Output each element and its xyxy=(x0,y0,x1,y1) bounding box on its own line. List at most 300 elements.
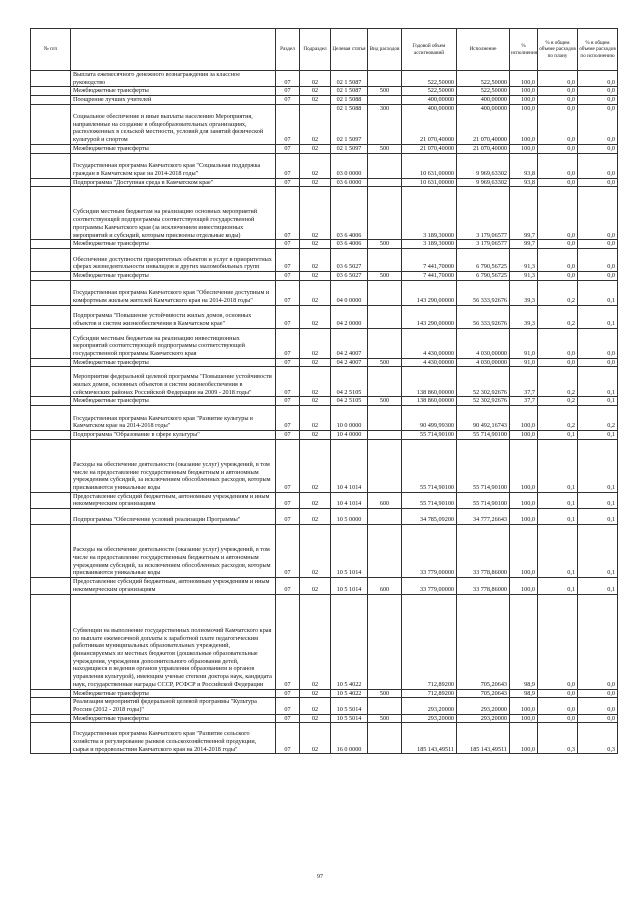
row-name: Реализация мероприятий федеральной целевой программы "Культура России (2012 - 2018 годы)" xyxy=(71,698,276,714)
row-section: 07 xyxy=(276,71,300,87)
row-execution-percent: 91,0 xyxy=(510,358,538,367)
row-execution: 4 030,00000 xyxy=(457,358,510,367)
row-execution-percent: 100,0 xyxy=(510,71,538,87)
row-subsection: 02 xyxy=(300,305,331,328)
row-execution: 52 302,92676 xyxy=(457,367,510,397)
row-share-execution: 0,1 xyxy=(578,397,618,406)
row-name: Предоставление субсидий бюджетным, автономным учреждениям и иным некоммерческим организациям xyxy=(71,578,276,594)
header-execution: Исполнение xyxy=(457,29,510,71)
row-share-plan: 0,0 xyxy=(538,714,578,723)
header-subsection: Подраздел xyxy=(300,29,331,71)
row-number xyxy=(31,271,71,280)
row-target-article: 03 0 0000 xyxy=(331,153,368,178)
row-share-execution: 0,0 xyxy=(578,144,618,153)
row-execution-percent: 100,0 xyxy=(510,698,538,714)
row-expense-type xyxy=(368,439,402,492)
row-upper-value: 0,0 xyxy=(607,104,615,112)
row-target-article: 10 5 1014 xyxy=(331,525,368,578)
row-subsection: 02 xyxy=(300,96,331,105)
row-name: Выплата ежемесячного денежного вознаграждения за классное руководство xyxy=(71,71,276,87)
row-execution: 185 143,49511 xyxy=(457,723,510,754)
table-row xyxy=(31,153,618,178)
row-annual-volume: 185 143,49511 xyxy=(402,723,457,754)
row-upper-value: 0,0 xyxy=(567,104,575,112)
row-subsection: 02 xyxy=(300,578,331,594)
row-name: Государственная программа Камчатского края "Социальная поддержка граждан в Камчатском крае на 2014-2018 годы" xyxy=(71,153,276,178)
table-row xyxy=(31,439,618,492)
row-target-article: 10 5 5014 xyxy=(331,714,368,723)
row-target-article: 03 6 0000 xyxy=(331,178,368,187)
row-annual-volume: 3 189,30000 xyxy=(402,187,457,240)
row-share-execution: 0,1 xyxy=(578,431,618,440)
row-number xyxy=(31,525,71,578)
row-share-execution: 0,1 xyxy=(578,492,618,508)
row-share-plan: 0,3 xyxy=(538,723,578,754)
row-lower-value: 21 070,40000 xyxy=(419,135,454,143)
row-annual-volume: 55 714,90100 xyxy=(402,431,457,440)
row-share-execution: 0,2 xyxy=(578,406,618,431)
row-share-plan: 0,1 xyxy=(538,431,578,440)
row-share-execution: 0,0 xyxy=(578,187,618,240)
row-execution-percent: 100,0 xyxy=(510,714,538,723)
row-name: Государственная программа Камчатского края "Развитие сельского хозяйства и регулирование рынков сельскохозяйственной продукции, сырья и продовольствия Камчатского края на 2014-2018 годы" xyxy=(71,723,276,754)
row-expense-type xyxy=(368,406,402,431)
row-section: 07 xyxy=(276,594,300,689)
row-section: 07 xyxy=(276,397,300,406)
row-execution: 400,00000 xyxy=(457,96,510,105)
row-share-execution: 0,0 xyxy=(578,689,618,698)
row-number xyxy=(31,439,71,492)
row-expense-type xyxy=(368,367,402,397)
row-subsection: 02 xyxy=(300,178,331,187)
table-row xyxy=(31,248,618,271)
row-execution-percent: 100,0 xyxy=(510,723,538,754)
row-annual-volume: 712,89200 xyxy=(402,594,457,689)
row-lower-value: 0,0 xyxy=(567,135,575,143)
row-execution: 34 777,26643 xyxy=(457,509,510,525)
table-row xyxy=(31,723,618,754)
row-share-plan: 0,0 xyxy=(538,187,578,240)
row-execution: 705,20643 xyxy=(457,689,510,698)
row-share-execution: 0,0 xyxy=(578,698,618,714)
row-share-execution: 0,0 xyxy=(578,328,618,358)
row-subsection: 02 xyxy=(300,397,331,406)
row-share-plan: 0,1 xyxy=(538,525,578,578)
row-execution: 33 778,86000 xyxy=(457,578,510,594)
row-section: 07 xyxy=(276,240,300,249)
row-execution-percent: 37,7 xyxy=(510,367,538,397)
table-row xyxy=(31,714,618,723)
row-share-execution: 0,1 xyxy=(578,280,618,305)
row-number xyxy=(31,723,71,754)
row-name: Межбюджетные трансферты xyxy=(71,271,276,280)
row-share-execution: 0,3 xyxy=(578,723,618,754)
row-expense-type xyxy=(368,71,402,87)
row-name: Поощрение лучших учителей xyxy=(71,96,276,105)
row-execution-percent: 100,0 xyxy=(510,439,538,492)
row-expense-type xyxy=(368,153,402,178)
row-expense-type xyxy=(368,248,402,271)
row-share-plan: 0,1 xyxy=(538,509,578,525)
row-share-execution: 0,0 xyxy=(578,240,618,249)
row-number xyxy=(31,698,71,714)
row-share-plan: 0,0 xyxy=(538,358,578,367)
row-execution: 705,20643 xyxy=(457,594,510,689)
row-annual-volume: 3 189,30000 xyxy=(402,240,457,249)
row-expense-type xyxy=(368,104,402,144)
table-row xyxy=(31,187,618,240)
row-expense-type: 500 xyxy=(368,240,402,249)
table-row xyxy=(31,96,618,105)
row-expense-type xyxy=(368,96,402,105)
row-number xyxy=(31,71,71,87)
row-execution-percent: 93,8 xyxy=(510,178,538,187)
row-share-execution xyxy=(578,104,618,144)
row-share-execution: 0,0 xyxy=(578,714,618,723)
row-share-plan: 0,0 xyxy=(538,689,578,698)
row-execution: 522,50000 xyxy=(457,71,510,87)
row-subsection: 02 xyxy=(300,492,331,508)
row-subsection: 02 xyxy=(300,594,331,689)
row-execution: 9 969,63302 xyxy=(457,153,510,178)
row-expense-type: 500 xyxy=(368,144,402,153)
row-execution: 21 070,40000 xyxy=(457,144,510,153)
table-header-row xyxy=(31,29,618,71)
row-execution-percent: 100,0 xyxy=(510,509,538,525)
row-execution: 33 778,86000 xyxy=(457,525,510,578)
row-subsection: 02 xyxy=(300,87,331,96)
row-execution-percent: 39,3 xyxy=(510,280,538,305)
row-execution: 56 333,92676 xyxy=(457,280,510,305)
header-execution-percent: % исполнения xyxy=(510,29,538,71)
row-number xyxy=(31,144,71,153)
row-target-article: 04 2 4007 xyxy=(331,358,368,367)
row-share-plan: 0,2 xyxy=(538,406,578,431)
row-subsection: 02 xyxy=(300,723,331,754)
row-subsection: 02 xyxy=(300,153,331,178)
row-section: 07 xyxy=(276,187,300,240)
row-share-plan: 0,2 xyxy=(538,367,578,397)
row-number xyxy=(31,305,71,328)
row-execution-percent: 99,7 xyxy=(510,240,538,249)
row-section: 07 xyxy=(276,689,300,698)
row-number xyxy=(31,406,71,431)
row-share-execution: 0,1 xyxy=(578,509,618,525)
row-execution: 3 179,06577 xyxy=(457,187,510,240)
row-annual-volume: 522,50000 xyxy=(402,71,457,87)
row-name: Субсидии местным бюджетам на реализацию инвестиционных мероприятий соответствующей подпрограммы соответствующей государственной программы Камчатского края xyxy=(71,328,276,358)
row-share-plan: 0,1 xyxy=(538,439,578,492)
row-share-execution: 0,0 xyxy=(578,248,618,271)
row-subsection: 02 xyxy=(300,144,331,153)
row-number xyxy=(31,367,71,397)
row-section: 07 xyxy=(276,439,300,492)
row-name: Межбюджетные трансферты xyxy=(71,397,276,406)
row-section: 07 xyxy=(276,305,300,328)
row-name: Подпрограмма "Обеспечение условий реализации Программы" xyxy=(71,509,276,525)
table-row xyxy=(31,240,618,249)
row-name: Расходы на обеспечение деятельности (оказание услуг) учреждений, в том числе на предоставление государственным бюджетным и автономным учреждениям субсидий, за исключением обособленных расходов, которым присваиваются уникальные коды xyxy=(71,525,276,578)
row-expense-type: 600 xyxy=(368,492,402,508)
row-target-article: 04 2 5105 xyxy=(331,397,368,406)
row-number xyxy=(31,96,71,105)
row-execution-percent: 91,3 xyxy=(510,248,538,271)
row-expense-type xyxy=(368,187,402,240)
row-share-plan: 0,0 xyxy=(538,698,578,714)
row-target-article: 02 1 5087 xyxy=(331,71,368,87)
row-share-plan: 0,2 xyxy=(538,280,578,305)
row-section: 07 xyxy=(276,178,300,187)
row-annual-volume: 293,20000 xyxy=(402,714,457,723)
row-execution: 4 030,00000 xyxy=(457,328,510,358)
row-execution-percent: 100,0 xyxy=(510,525,538,578)
row-section: 07 xyxy=(276,358,300,367)
row-subsection: 02 xyxy=(300,280,331,305)
row-name: Межбюджетные трансферты xyxy=(71,144,276,153)
row-execution: 9 969,63302 xyxy=(457,178,510,187)
row-execution: 6 790,56725 xyxy=(457,248,510,271)
row-expense-type xyxy=(368,698,402,714)
row-section: 07 xyxy=(276,104,300,144)
row-subsection: 02 xyxy=(300,689,331,698)
row-target-article: 02 1 5088 xyxy=(331,96,368,105)
row-section: 07 xyxy=(276,144,300,153)
row-target-article: 10 4 1014 xyxy=(331,439,368,492)
row-execution-percent: 91,3 xyxy=(510,271,538,280)
row-share-execution: 0,0 xyxy=(578,87,618,96)
row-subsection: 02 xyxy=(300,187,331,240)
row-expense-type: 500 xyxy=(368,271,402,280)
row-share-plan: 0,0 xyxy=(538,328,578,358)
row-expense-type: 500 xyxy=(368,358,402,367)
table-row xyxy=(31,178,618,187)
row-expense-type xyxy=(368,431,402,440)
row-target-article: 03 6 5027 xyxy=(331,271,368,280)
row-execution: 293,20000 xyxy=(457,714,510,723)
row-lower-value: 02 1 5097 xyxy=(336,135,362,143)
row-number xyxy=(31,594,71,689)
row-annual-volume: 34 785,09200 xyxy=(402,509,457,525)
row-number xyxy=(31,280,71,305)
row-annual-volume: 4 430,00000 xyxy=(402,328,457,358)
row-name: Подпрограмма "Доступная среда в Камчатском крае" xyxy=(71,178,276,187)
row-share-plan: 0,0 xyxy=(538,248,578,271)
table-row xyxy=(31,578,618,594)
row-execution: 52 302,92676 xyxy=(457,397,510,406)
row-share-plan: 0,1 xyxy=(538,492,578,508)
table-row xyxy=(31,280,618,305)
row-subsection: 02 xyxy=(300,367,331,397)
row-share-execution: 0,0 xyxy=(578,594,618,689)
row-target-article: 03 6 5027 xyxy=(331,248,368,271)
row-share-plan: 0,0 xyxy=(538,87,578,96)
row-target-article: 04 2 0000 xyxy=(331,305,368,328)
row-expense-type: 600 xyxy=(368,578,402,594)
row-target-article: 02 1 5097 xyxy=(331,144,368,153)
row-section: 07 xyxy=(276,525,300,578)
row-name: Обеспечение доступности приоритетных объектов и услуг в приоритетных сферах жизнедеятельности инвалидов и других маломобильных групп xyxy=(71,248,276,271)
row-section: 07 xyxy=(276,280,300,305)
row-name: Межбюджетные трансферты xyxy=(71,689,276,698)
row-execution: 6 790,56725 xyxy=(457,271,510,280)
row-number xyxy=(31,492,71,508)
table-row xyxy=(31,271,618,280)
row-share-execution: 0,0 xyxy=(578,96,618,105)
row-name: Государственная программа Камчатского края "Развитие культуры в Камчатском крае на 2014-2018 годы" xyxy=(71,406,276,431)
row-target-article: 04 2 4007 xyxy=(331,328,368,358)
row-subsection: 02 xyxy=(300,71,331,87)
row-number xyxy=(31,358,71,367)
row-execution: 55 714,90100 xyxy=(457,439,510,492)
page-number: 97 xyxy=(317,874,323,880)
row-target-article: 04 2 5105 xyxy=(331,367,368,397)
row-name: Государственная программа Камчатского края "Обеспечение доступным и комфортным жильем жителей Камчатского края на 2014-2018 годы" xyxy=(71,280,276,305)
row-annual-volume: 55 714,90100 xyxy=(402,439,457,492)
row-share-execution: 0,1 xyxy=(578,305,618,328)
row-execution: 90 492,16743 xyxy=(457,406,510,431)
row-annual-volume: 7 441,70000 xyxy=(402,271,457,280)
row-annual-volume: 138 860,00000 xyxy=(402,367,457,397)
row-expense-type: 500 xyxy=(368,87,402,96)
row-subsection: 02 xyxy=(300,328,331,358)
row-execution-percent: 93,8 xyxy=(510,153,538,178)
table-row xyxy=(31,406,618,431)
budget-table xyxy=(30,28,618,754)
row-annual-volume xyxy=(402,104,457,144)
row-section: 07 xyxy=(276,328,300,358)
row-upper-value: 02 1 5088 xyxy=(336,104,362,112)
row-target-article: 10 4 1014 xyxy=(331,492,368,508)
row-target-article: 16 0 0000 xyxy=(331,723,368,754)
table-row xyxy=(31,144,618,153)
row-share-execution: 0,1 xyxy=(578,578,618,594)
row-annual-volume: 55 714,90100 xyxy=(402,492,457,508)
row-lower-value: 0,0 xyxy=(607,135,615,143)
row-execution: 56 333,92676 xyxy=(457,305,510,328)
row-annual-volume: 33 779,00000 xyxy=(402,525,457,578)
table-row xyxy=(31,104,618,144)
row-number xyxy=(31,153,71,178)
row-number xyxy=(31,714,71,723)
row-name: Межбюджетные трансферты xyxy=(71,714,276,723)
row-share-execution: 0,1 xyxy=(578,367,618,397)
row-number xyxy=(31,431,71,440)
row-expense-type xyxy=(368,509,402,525)
row-number xyxy=(31,87,71,96)
row-section: 07 xyxy=(276,509,300,525)
row-name: Расходы на обеспечение деятельности (оказание услуг) учреждений, в том числе на предоставление государственным бюджетным и автономным учреждениям субсидий, за исключением обособленных расходов, которым присваиваются уникальные коды xyxy=(71,439,276,492)
row-share-plan: 0,0 xyxy=(538,96,578,105)
row-target-article: 03 6 4006 xyxy=(331,187,368,240)
row-target-article: 02 1 5087 xyxy=(331,87,368,96)
row-expense-type xyxy=(368,280,402,305)
row-share-plan: 0,0 xyxy=(538,144,578,153)
table-row xyxy=(31,431,618,440)
row-expense-type: 500 xyxy=(368,397,402,406)
row-share-execution: 0,0 xyxy=(578,178,618,187)
row-subsection: 02 xyxy=(300,714,331,723)
row-share-plan: 0,2 xyxy=(538,305,578,328)
row-upper-value: 400,00000 xyxy=(480,104,507,112)
table-row xyxy=(31,689,618,698)
row-share-execution: 0,0 xyxy=(578,358,618,367)
row-subsection: 02 xyxy=(300,431,331,440)
table-row xyxy=(31,87,618,96)
row-number xyxy=(31,240,71,249)
row-share-execution: 0,0 xyxy=(578,71,618,87)
row-target-article: 10 5 4022 xyxy=(331,689,368,698)
table-row xyxy=(31,358,618,367)
row-execution-percent: 100,0 xyxy=(510,578,538,594)
row-share-plan: 0,0 xyxy=(538,594,578,689)
row-annual-volume: 293,20000 xyxy=(402,698,457,714)
row-name: Субвенции на выполнение государственных полномочий Камчатского края по выплате ежемесячной доплаты к заработной плате педагогическим работникам муниципальных образовательных учреждений, финансируемых из местных бюджетов (дошкольные образовательные учреждения, учреждения дополнительного образования детей, находящиеся в ведении органов управления образованием и органов управления культурой), имеющим ученые степени доктора наук, кандидата наук, государственные награды СССР, РСФСР и Российской Федерации xyxy=(71,594,276,689)
row-number xyxy=(31,187,71,240)
row-name: Подпрограмма "Образование в сфере культуры" xyxy=(71,431,276,440)
row-section: 07 xyxy=(276,87,300,96)
row-lower-value: 100,0 xyxy=(521,135,535,143)
row-lower-value: 21 070,40000 xyxy=(472,135,507,143)
row-number xyxy=(31,248,71,271)
row-annual-volume: 7 441,70000 xyxy=(402,248,457,271)
row-target-article: 10 4 0000 xyxy=(331,431,368,440)
row-upper-value: 100,0 xyxy=(521,104,535,112)
row-target-article: 10 0 0000 xyxy=(331,406,368,431)
row-expense-type xyxy=(368,723,402,754)
row-execution xyxy=(457,104,510,144)
row-execution: 3 179,06577 xyxy=(457,240,510,249)
table-row xyxy=(31,397,618,406)
row-execution: 522,50000 xyxy=(457,87,510,96)
header-expense-type: Вид расходов xyxy=(368,29,402,71)
row-share-plan: 0,0 xyxy=(538,71,578,87)
row-subsection: 02 xyxy=(300,698,331,714)
row-target-article: 10 5 1014 xyxy=(331,578,368,594)
row-name: Социальное обеспечение и иные выплаты населению Мероприятия, направленные на создание в общеобразовательных организациях, расположенных в сельской местности, условий для занятий физической культурой и спортом xyxy=(71,104,276,144)
row-target-article xyxy=(331,104,368,144)
header-share-plan: % в общем объеме расходов по плану xyxy=(538,29,578,71)
row-name: Предоставление субсидий бюджетным, автономным учреждениям и иным некоммерческим организациям xyxy=(71,492,276,508)
row-annual-volume: 90 499,99300 xyxy=(402,406,457,431)
row-annual-volume: 21 070,40000 xyxy=(402,144,457,153)
row-execution: 55 714,90100 xyxy=(457,431,510,440)
row-annual-volume: 138 860,00000 xyxy=(402,397,457,406)
header-section: Раздел xyxy=(276,29,300,71)
row-annual-volume: 400,00000 xyxy=(402,96,457,105)
row-share-plan: 0,0 xyxy=(538,153,578,178)
row-execution-percent: 37,7 xyxy=(510,397,538,406)
row-number xyxy=(31,397,71,406)
row-share-plan: 0,1 xyxy=(538,578,578,594)
header-annual-volume: Годовой объем ассигнований xyxy=(402,29,457,71)
row-upper-value: 400,00000 xyxy=(427,104,454,112)
row-annual-volume: 712,89200 xyxy=(402,689,457,698)
row-target-article: 04 0 0000 xyxy=(331,280,368,305)
row-name: Мероприятия федеральной целевой программы "Повышение устойчивости жилых домов, основных объектов и систем жизнеобеспечения в сейсмических районах Российской Федерации на 2009 - 2018 годы" xyxy=(71,367,276,397)
table-row xyxy=(31,328,618,358)
row-subsection: 02 xyxy=(300,271,331,280)
row-execution-percent: 100,0 xyxy=(510,431,538,440)
row-execution-percent: 98,9 xyxy=(510,689,538,698)
row-expense-type: 500 xyxy=(368,714,402,723)
table-row xyxy=(31,305,618,328)
row-section: 07 xyxy=(276,578,300,594)
row-annual-volume: 10 631,00000 xyxy=(402,178,457,187)
row-execution: 55 714,90100 xyxy=(457,492,510,508)
row-expense-type xyxy=(368,178,402,187)
table-row xyxy=(31,71,618,87)
row-target-article: 03 6 4006 xyxy=(331,240,368,249)
